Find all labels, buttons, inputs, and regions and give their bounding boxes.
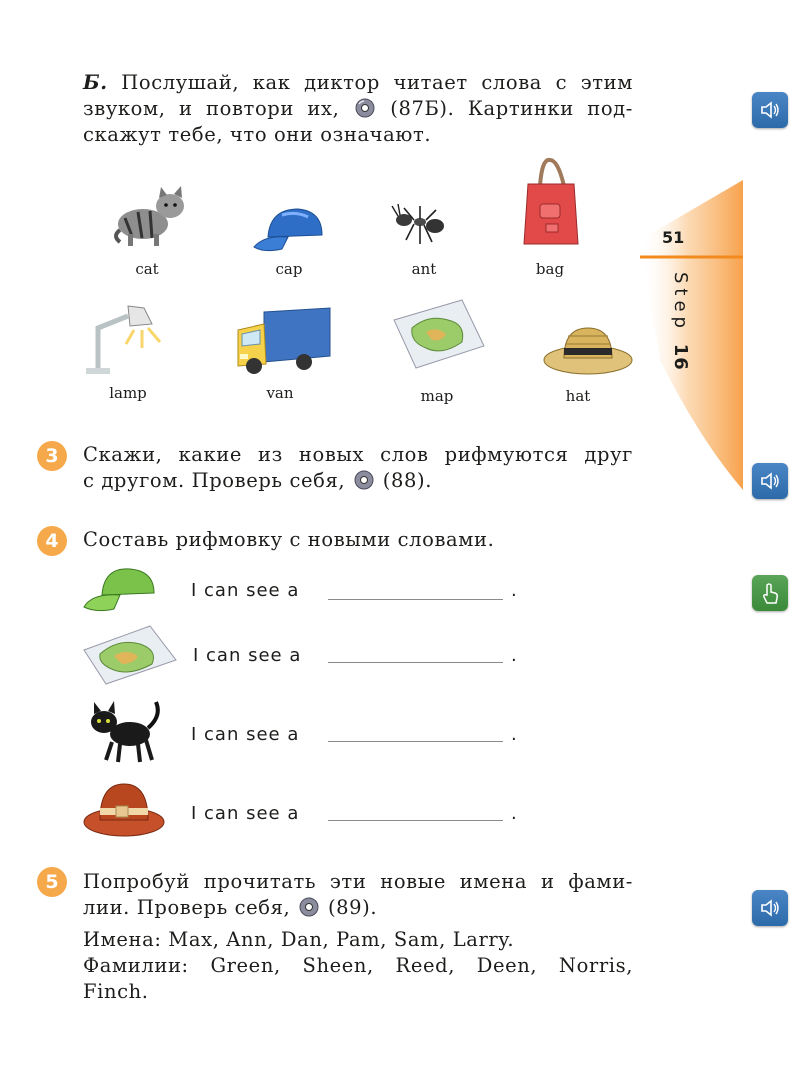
- audio-button[interactable]: [752, 463, 788, 499]
- picture-label: bag: [535, 260, 565, 278]
- exercise-b-text: Б. Послушай, как диктор читает слова с этим звуком, и повтори их, (87Б). Картинки под- скажут тебе, что они означают.: [83, 71, 633, 146]
- interactive-task-button[interactable]: [752, 575, 788, 611]
- exercise-4-title: Составь рифмовку с новыми словами.: [83, 528, 495, 551]
- sentence-period: .: [511, 580, 517, 601]
- cd-icon: [299, 897, 319, 917]
- speaker-icon: [760, 472, 780, 490]
- picture-label: cat: [135, 260, 159, 278]
- green-cap-picture: [82, 565, 158, 613]
- step-label: Step 16: [670, 272, 691, 371]
- picture-label: cap: [275, 260, 303, 278]
- cap-picture: [252, 205, 327, 253]
- exercise-b-marker: Б.: [83, 71, 108, 94]
- bag-picture: [520, 156, 582, 248]
- surnames-line: Фамилии: Green, Sheen, Reed, Deen, Norris,: [83, 954, 633, 977]
- picture-label: van: [266, 384, 294, 402]
- map-picture: [82, 624, 178, 686]
- audio-button[interactable]: [752, 92, 788, 128]
- picture-label: lamp: [109, 384, 147, 402]
- sentence-period: .: [511, 724, 517, 745]
- audio-button[interactable]: [752, 890, 788, 926]
- cd-icon: [354, 470, 374, 490]
- black-cat-picture: [82, 698, 164, 764]
- exercise-number-badge: 4: [37, 526, 67, 556]
- sentence-period: .: [511, 803, 517, 824]
- names-line: Имена: Max, Ann, Dan, Pam, Sam, Larry.: [83, 928, 515, 951]
- ant-picture: [390, 200, 450, 248]
- exercise-number-badge: 5: [37, 867, 67, 897]
- exercise-5-text: Попробуй прочитать эти новые имена и фами- лии. Проверь себя, (89). Имена: Max, Ann, Dan, Pam, Sam, Larry. Фамилии: Green, Sheen, Reed, Deen, Norris, Finch.: [83, 870, 633, 1003]
- hand-touch-icon: [761, 582, 779, 604]
- rhyme-sentence: I can see a: [191, 724, 300, 745]
- picture-label: ant: [411, 260, 437, 278]
- hat-picture: [542, 320, 634, 380]
- rhyme-sentence: I can see a: [193, 645, 302, 666]
- cat-picture: [110, 184, 195, 250]
- rhyme-sentence: I can see a: [191, 580, 300, 601]
- van-picture: [234, 304, 334, 376]
- answer-blank[interactable]: [328, 662, 503, 663]
- answer-blank[interactable]: [328, 599, 503, 600]
- exercise-number-badge: 3: [37, 441, 67, 471]
- picture-label: map: [420, 387, 454, 405]
- rhyme-sentence: I can see a: [191, 803, 300, 824]
- answer-blank[interactable]: [328, 820, 503, 821]
- page-number: 51: [662, 228, 685, 247]
- answer-blank[interactable]: [328, 741, 503, 742]
- brown-hat-picture: [82, 778, 166, 840]
- lamp-picture: [82, 298, 172, 376]
- cd-icon: [355, 98, 375, 118]
- exercise-3-text: Скажи, какие из новых слов рифмуются друг с другом. Проверь себя, (88).: [83, 443, 633, 492]
- picture-label: hat: [565, 387, 591, 405]
- sentence-period: .: [511, 645, 517, 666]
- speaker-icon: [760, 101, 780, 119]
- speaker-icon: [760, 899, 780, 917]
- map-picture: [392, 298, 486, 370]
